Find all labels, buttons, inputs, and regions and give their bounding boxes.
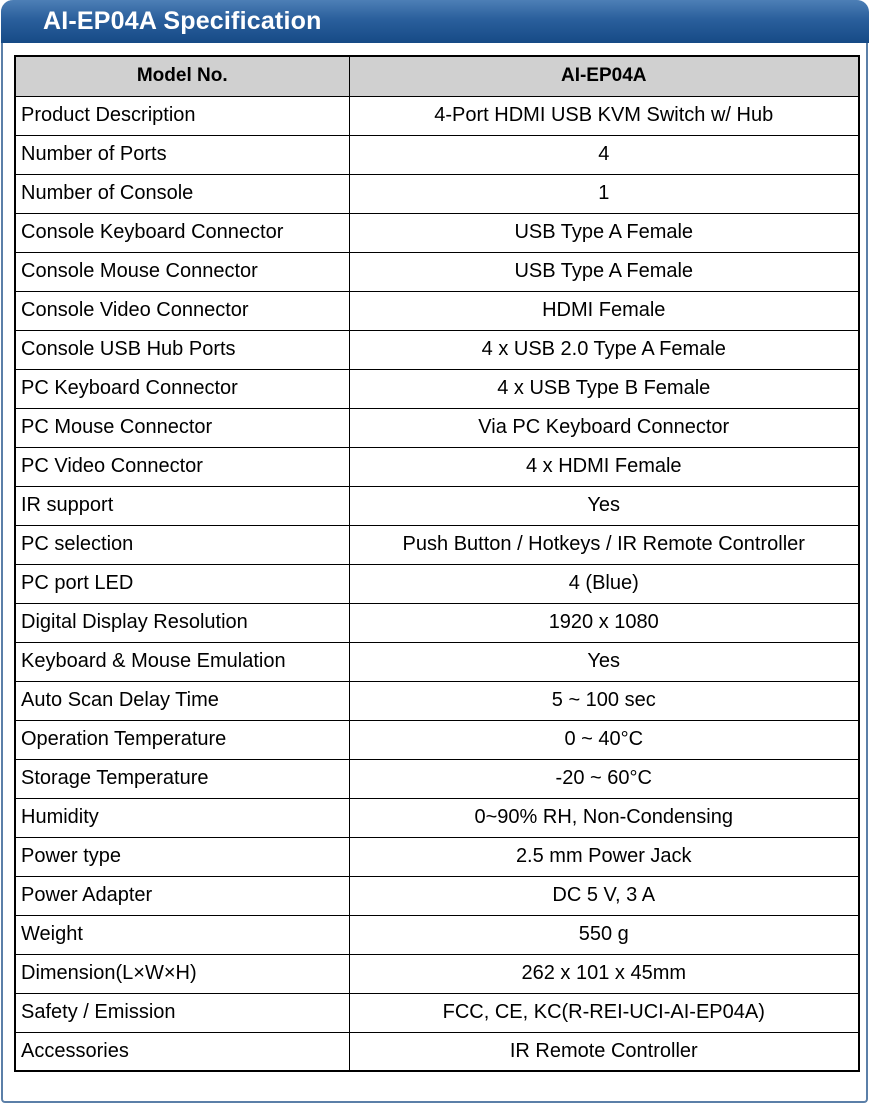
spec-label: Auto Scan Delay Time (15, 681, 349, 720)
spec-value: USB Type A Female (349, 252, 859, 291)
spec-label: Digital Display Resolution (15, 603, 349, 642)
specification-table (14, 55, 860, 1072)
spec-label: Accessories (15, 1032, 349, 1071)
spec-value: 4 x HDMI Female (349, 447, 859, 486)
spec-value: 1 (349, 174, 859, 213)
spec-label: PC Video Connector (15, 447, 349, 486)
table-row (15, 993, 859, 1032)
table-row (15, 564, 859, 603)
table-row (15, 369, 859, 408)
table-header-row (15, 56, 859, 96)
table-row (15, 759, 859, 798)
spec-label: Operation Temperature (15, 720, 349, 759)
table-row (15, 720, 859, 759)
table-row (15, 252, 859, 291)
table-row (15, 213, 859, 252)
spec-label: Power type (15, 837, 349, 876)
column-header-model-no: Model No. (15, 56, 349, 96)
spec-label: Console Keyboard Connector (15, 213, 349, 252)
table-row (15, 447, 859, 486)
spec-value: DC 5 V, 3 A (349, 876, 859, 915)
spec-label: IR support (15, 486, 349, 525)
column-header-model-value: AI-EP04A (349, 56, 859, 96)
spec-label: Safety / Emission (15, 993, 349, 1032)
spec-label: Product Description (15, 96, 349, 135)
spec-label: PC Keyboard Connector (15, 369, 349, 408)
spec-value: 262 x 101 x 45mm (349, 954, 859, 993)
table-row (15, 642, 859, 681)
table-row (15, 135, 859, 174)
table-row (15, 408, 859, 447)
spec-value: 0 ~ 40°C (349, 720, 859, 759)
spec-value: 4 (Blue) (349, 564, 859, 603)
spec-value: 5 ~ 100 sec (349, 681, 859, 720)
spec-value: 550 g (349, 915, 859, 954)
spec-value: Via PC Keyboard Connector (349, 408, 859, 447)
spec-label: Storage Temperature (15, 759, 349, 798)
table-row (15, 1032, 859, 1071)
spec-value: 2.5 mm Power Jack (349, 837, 859, 876)
spec-label: PC selection (15, 525, 349, 564)
table-row (15, 330, 859, 369)
spec-value: 4-Port HDMI USB KVM Switch w/ Hub (349, 96, 859, 135)
table-row (15, 96, 859, 135)
spec-label: Humidity (15, 798, 349, 837)
spec-value: 4 x USB Type B Female (349, 369, 859, 408)
table-row (15, 486, 859, 525)
table-row (15, 525, 859, 564)
page-title: AI-EP04A Specification (43, 7, 322, 35)
spec-value: -20 ~ 60°C (349, 759, 859, 798)
spec-value: 1920 x 1080 (349, 603, 859, 642)
spec-value: USB Type A Female (349, 213, 859, 252)
spec-label: Console Mouse Connector (15, 252, 349, 291)
spec-label: Number of Ports (15, 135, 349, 174)
spec-label: PC port LED (15, 564, 349, 603)
table-row (15, 291, 859, 330)
spec-value: 0~90% RH, Non-Condensing (349, 798, 859, 837)
table-row (15, 681, 859, 720)
spec-value: Yes (349, 642, 859, 681)
spec-value: Push Button / Hotkeys / IR Remote Controller (349, 525, 859, 564)
spec-value: HDMI Female (349, 291, 859, 330)
spec-label: Keyboard & Mouse Emulation (15, 642, 349, 681)
spec-label: Dimension(L×W×H) (15, 954, 349, 993)
table-row (15, 876, 859, 915)
spec-label: PC Mouse Connector (15, 408, 349, 447)
table-body (15, 96, 859, 1071)
spec-label: Console Video Connector (15, 291, 349, 330)
table-row (15, 174, 859, 213)
table-row (15, 837, 859, 876)
spec-label: Number of Console (15, 174, 349, 213)
spec-label: Weight (15, 915, 349, 954)
table-row (15, 798, 859, 837)
table-row (15, 954, 859, 993)
spec-value: IR Remote Controller (349, 1032, 859, 1071)
title-bar (1, 0, 869, 43)
spec-value: FCC, CE, KC(R-REI-UCI-AI-EP04A) (349, 993, 859, 1032)
table-row (15, 603, 859, 642)
spec-label: Console USB Hub Ports (15, 330, 349, 369)
spec-value: 4 x USB 2.0 Type A Female (349, 330, 859, 369)
table-row (15, 915, 859, 954)
spec-value: 4 (349, 135, 859, 174)
spec-value: Yes (349, 486, 859, 525)
spec-label: Power Adapter (15, 876, 349, 915)
